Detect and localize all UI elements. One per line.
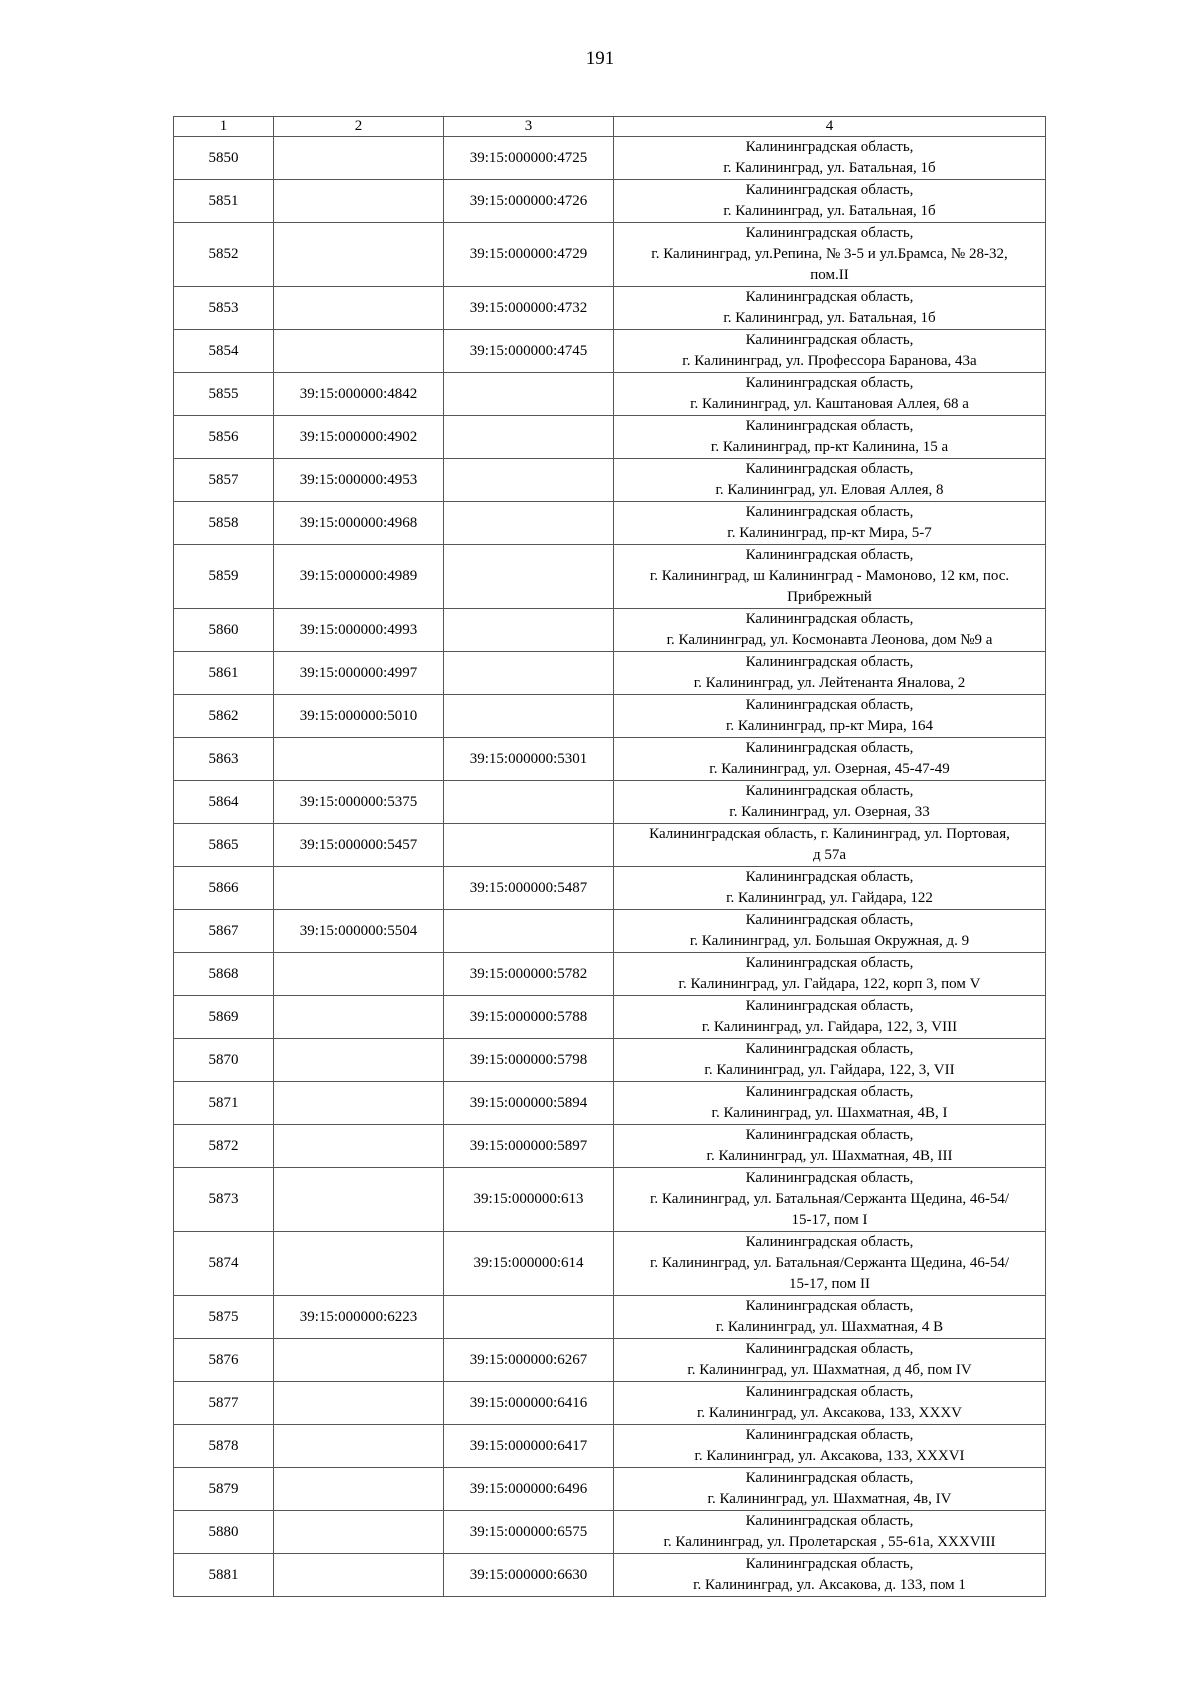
row-number-cell: 5874 bbox=[174, 1232, 274, 1296]
cadastral-number-cell-col2: 39:15:000000:4968 bbox=[274, 502, 444, 545]
cadastral-number-cell-col3 bbox=[444, 695, 614, 738]
cadastral-number-cell-col2: 39:15:000000:4993 bbox=[274, 609, 444, 652]
table-row bbox=[174, 330, 1046, 373]
address-cell: Калининградская область, г. Калининград, ул. Большая Окружная, д. 9 bbox=[614, 910, 1046, 953]
table-row bbox=[174, 502, 1046, 545]
address-cell: Калининградская область, г. Калининград, ул. Профессора Баранова, 43а bbox=[614, 330, 1046, 373]
table-row bbox=[174, 1382, 1046, 1425]
registry-table bbox=[173, 116, 1046, 1597]
address-cell: Калининградская область, г. Калининград, ул. Гайдара, 122, 3, VIII bbox=[614, 996, 1046, 1039]
table-row bbox=[174, 1554, 1046, 1597]
table-row bbox=[174, 1232, 1046, 1296]
address-cell: Калининградская область, г. Калининград, пр-кт Мира, 164 bbox=[614, 695, 1046, 738]
address-cell: Калининградская область, г. Калининград, ул. Шахматная, 4В, III bbox=[614, 1125, 1046, 1168]
address-cell: Калининградская область, г. Калининград, ул.Репина, № 3-5 и ул.Брамса, № 28-32, пом.II bbox=[614, 223, 1046, 287]
cadastral-number-cell-col3: 39:15:000000:5487 bbox=[444, 867, 614, 910]
table-body bbox=[174, 137, 1046, 1597]
row-number-cell: 5881 bbox=[174, 1554, 274, 1597]
cadastral-number-cell-col2: 39:15:000000:5010 bbox=[274, 695, 444, 738]
address-cell: Калининградская область, г. Калининград, ул. Гайдара, 122, корп 3, пом V bbox=[614, 953, 1046, 996]
row-number-cell: 5873 bbox=[174, 1168, 274, 1232]
row-number-cell: 5853 bbox=[174, 287, 274, 330]
cadastral-number-cell-col2 bbox=[274, 1339, 444, 1382]
cadastral-number-cell-col2: 39:15:000000:6223 bbox=[274, 1296, 444, 1339]
cadastral-number-cell-col2 bbox=[274, 180, 444, 223]
cadastral-number-cell-col3: 39:15:000000:6417 bbox=[444, 1425, 614, 1468]
address-cell: Калининградская область, г. Калининград, ул. Еловая Аллея, 8 bbox=[614, 459, 1046, 502]
row-number-cell: 5868 bbox=[174, 953, 274, 996]
address-cell: Калининградская область, г. Калининград, ул. Аксакова, 133, XXXVI bbox=[614, 1425, 1046, 1468]
table-row bbox=[174, 1039, 1046, 1082]
cadastral-number-cell-col2 bbox=[274, 1039, 444, 1082]
cadastral-number-cell-col3 bbox=[444, 652, 614, 695]
header-row bbox=[174, 117, 1046, 137]
cadastral-number-cell-col3: 39:15:000000:6496 bbox=[444, 1468, 614, 1511]
row-number-cell: 5855 bbox=[174, 373, 274, 416]
table-row bbox=[174, 652, 1046, 695]
table-row bbox=[174, 1125, 1046, 1168]
cadastral-number-cell-col2 bbox=[274, 953, 444, 996]
cadastral-number-cell-col2: 39:15:000000:4842 bbox=[274, 373, 444, 416]
cadastral-number-cell-col2 bbox=[274, 1554, 444, 1597]
row-number-cell: 5876 bbox=[174, 1339, 274, 1382]
cadastral-number-cell-col3 bbox=[444, 459, 614, 502]
row-number-cell: 5866 bbox=[174, 867, 274, 910]
cadastral-number-cell-col3: 39:15:000000:4725 bbox=[444, 137, 614, 180]
row-number-cell: 5859 bbox=[174, 545, 274, 609]
address-cell: Калининградская область, г. Калининград, ул. Батальная, 1б bbox=[614, 287, 1046, 330]
cadastral-number-cell-col2 bbox=[274, 330, 444, 373]
table-row bbox=[174, 373, 1046, 416]
cadastral-number-cell-col3 bbox=[444, 545, 614, 609]
header-cell-2: 2 bbox=[274, 117, 444, 137]
row-number-cell: 5875 bbox=[174, 1296, 274, 1339]
table-row bbox=[174, 416, 1046, 459]
row-number-cell: 5871 bbox=[174, 1082, 274, 1125]
cadastral-number-cell-col2 bbox=[274, 287, 444, 330]
address-cell: Калининградская область, г. Калининград, ул. Гайдара, 122 bbox=[614, 867, 1046, 910]
cadastral-number-cell-col2: 39:15:000000:4989 bbox=[274, 545, 444, 609]
cadastral-number-cell-col3: 39:15:000000:5788 bbox=[444, 996, 614, 1039]
cadastral-number-cell-col3: 39:15:000000:6575 bbox=[444, 1511, 614, 1554]
row-number-cell: 5858 bbox=[174, 502, 274, 545]
address-cell: Калининградская область, г. Калининград, ул. Озерная, 45-47-49 bbox=[614, 738, 1046, 781]
address-cell: Калининградская область, г. Калининград, ул. Батальная, 1б bbox=[614, 180, 1046, 223]
row-number-cell: 5877 bbox=[174, 1382, 274, 1425]
cadastral-number-cell-col2 bbox=[274, 223, 444, 287]
page-number: 191 bbox=[585, 48, 615, 69]
table-row bbox=[174, 1168, 1046, 1232]
table-row bbox=[174, 180, 1046, 223]
table-row bbox=[174, 287, 1046, 330]
row-number-cell: 5863 bbox=[174, 738, 274, 781]
cadastral-number-cell-col3: 39:15:000000:6630 bbox=[444, 1554, 614, 1597]
table-row bbox=[174, 695, 1046, 738]
address-cell: Калининградская область, г. Калининград, ул. Батальная/Сержанта Щедина, 46-54/ 15-17, пом II bbox=[614, 1232, 1046, 1296]
cadastral-number-cell-col3: 39:15:000000:6416 bbox=[444, 1382, 614, 1425]
row-number-cell: 5856 bbox=[174, 416, 274, 459]
address-cell: Калининградская область, г. Калининград, ш Калининград - Мамоново, 12 км, пос. Прибрежный bbox=[614, 545, 1046, 609]
cadastral-number-cell-col3: 39:15:000000:5782 bbox=[444, 953, 614, 996]
row-number-cell: 5878 bbox=[174, 1425, 274, 1468]
address-cell: Калининградская область, г. Калининград, ул. Портовая, д 57а bbox=[614, 824, 1046, 867]
table-row bbox=[174, 1511, 1046, 1554]
row-number-cell: 5862 bbox=[174, 695, 274, 738]
row-number-cell: 5872 bbox=[174, 1125, 274, 1168]
table-row bbox=[174, 223, 1046, 287]
header-cell-4: 4 bbox=[614, 117, 1046, 137]
table-row bbox=[174, 1425, 1046, 1468]
row-number-cell: 5870 bbox=[174, 1039, 274, 1082]
cadastral-number-cell-col2 bbox=[274, 1382, 444, 1425]
table-row bbox=[174, 824, 1046, 867]
cadastral-number-cell-col2 bbox=[274, 1425, 444, 1468]
cadastral-number-cell-col3: 39:15:000000:5894 bbox=[444, 1082, 614, 1125]
address-cell: Калининградская область, г. Калининград, пр-кт Мира, 5-7 bbox=[614, 502, 1046, 545]
address-cell: Калининградская область, г. Калининград, ул. Озерная, 33 bbox=[614, 781, 1046, 824]
table-row bbox=[174, 1339, 1046, 1382]
address-cell: Калининградская область, г. Калининград, ул. Батальная, 1б bbox=[614, 137, 1046, 180]
row-number-cell: 5865 bbox=[174, 824, 274, 867]
cadastral-number-cell-col3: 39:15:000000:4729 bbox=[444, 223, 614, 287]
cadastral-number-cell-col2 bbox=[274, 1511, 444, 1554]
cadastral-number-cell-col3: 39:15:000000:4726 bbox=[444, 180, 614, 223]
row-number-cell: 5850 bbox=[174, 137, 274, 180]
table-row bbox=[174, 1468, 1046, 1511]
table-row bbox=[174, 1082, 1046, 1125]
row-number-cell: 5861 bbox=[174, 652, 274, 695]
cadastral-number-cell-col3 bbox=[444, 824, 614, 867]
cadastral-number-cell-col3: 39:15:000000:4745 bbox=[444, 330, 614, 373]
cadastral-number-cell-col3: 39:15:000000:614 bbox=[444, 1232, 614, 1296]
header-cell-1: 1 bbox=[174, 117, 274, 137]
row-number-cell: 5857 bbox=[174, 459, 274, 502]
cadastral-number-cell-col3: 39:15:000000:5897 bbox=[444, 1125, 614, 1168]
address-cell: Калининградская область, г. Калининград, ул. Шахматная, 4В, I bbox=[614, 1082, 1046, 1125]
cadastral-number-cell-col3 bbox=[444, 910, 614, 953]
cadastral-number-cell-col3 bbox=[444, 373, 614, 416]
address-cell: Калининградская область, г. Калининград, ул. Каштановая Аллея, 68 а bbox=[614, 373, 1046, 416]
table-row bbox=[174, 137, 1046, 180]
cadastral-number-cell-col2 bbox=[274, 1082, 444, 1125]
cadastral-number-cell-col2 bbox=[274, 996, 444, 1039]
cadastral-number-cell-col2 bbox=[274, 1468, 444, 1511]
table-row bbox=[174, 867, 1046, 910]
address-cell: Калининградская область, г. Калининград, пр-кт Калинина, 15 а bbox=[614, 416, 1046, 459]
row-number-cell: 5852 bbox=[174, 223, 274, 287]
cadastral-number-cell-col3 bbox=[444, 1296, 614, 1339]
cadastral-number-cell-col2 bbox=[274, 137, 444, 180]
cadastral-number-cell-col2 bbox=[274, 1168, 444, 1232]
row-number-cell: 5879 bbox=[174, 1468, 274, 1511]
cadastral-number-cell-col2: 39:15:000000:5457 bbox=[274, 824, 444, 867]
table-row bbox=[174, 996, 1046, 1039]
cadastral-number-cell-col3 bbox=[444, 416, 614, 459]
cadastral-number-cell-col2: 39:15:000000:5504 bbox=[274, 910, 444, 953]
row-number-cell: 5864 bbox=[174, 781, 274, 824]
address-cell: Калининградская область, г. Калининград, ул. Космонавта Леонова, дом №9 а bbox=[614, 609, 1046, 652]
cadastral-number-cell-col2 bbox=[274, 1125, 444, 1168]
row-number-cell: 5860 bbox=[174, 609, 274, 652]
row-number-cell: 5854 bbox=[174, 330, 274, 373]
cadastral-number-cell-col3 bbox=[444, 609, 614, 652]
cadastral-number-cell-col2: 39:15:000000:4953 bbox=[274, 459, 444, 502]
table-row bbox=[174, 953, 1046, 996]
row-number-cell: 5869 bbox=[174, 996, 274, 1039]
address-cell: Калининградская область, г. Калининград, ул. Гайдара, 122, 3, VII bbox=[614, 1039, 1046, 1082]
address-cell: Калининградская область, г. Калининград, ул. Шахматная, 4в, IV bbox=[614, 1468, 1046, 1511]
address-cell: Калининградская область, г. Калининград, ул. Шахматная, 4 В bbox=[614, 1296, 1046, 1339]
address-cell: Калининградская область, г. Калининград, ул. Аксакова, 133, XXXV bbox=[614, 1382, 1046, 1425]
table-row bbox=[174, 545, 1046, 609]
cadastral-number-cell-col3 bbox=[444, 502, 614, 545]
address-cell: Калининградская область, г. Калининград, ул. Шахматная, д 4б, пом IV bbox=[614, 1339, 1046, 1382]
cadastral-number-cell-col2: 39:15:000000:4902 bbox=[274, 416, 444, 459]
cadastral-number-cell-col2 bbox=[274, 1232, 444, 1296]
cadastral-number-cell-col2 bbox=[274, 738, 444, 781]
cadastral-number-cell-col2: 39:15:000000:4997 bbox=[274, 652, 444, 695]
table-row bbox=[174, 459, 1046, 502]
cadastral-number-cell-col3 bbox=[444, 781, 614, 824]
table-row bbox=[174, 781, 1046, 824]
row-number-cell: 5867 bbox=[174, 910, 274, 953]
header-cell-3: 3 bbox=[444, 117, 614, 137]
table-row bbox=[174, 738, 1046, 781]
table-row bbox=[174, 910, 1046, 953]
table-row bbox=[174, 609, 1046, 652]
cadastral-number-cell-col3: 39:15:000000:613 bbox=[444, 1168, 614, 1232]
address-cell: Калининградская область, г. Калининград, ул. Пролетарская , 55-61а, XXXVIII bbox=[614, 1511, 1046, 1554]
cadastral-number-cell-col3: 39:15:000000:6267 bbox=[444, 1339, 614, 1382]
address-cell: Калининградская область, г. Калининград, ул. Аксакова, д. 133, пом 1 bbox=[614, 1554, 1046, 1597]
row-number-cell: 5851 bbox=[174, 180, 274, 223]
cadastral-number-cell-col3: 39:15:000000:5798 bbox=[444, 1039, 614, 1082]
cadastral-number-cell-col3: 39:15:000000:4732 bbox=[444, 287, 614, 330]
cadastral-number-cell-col2: 39:15:000000:5375 bbox=[274, 781, 444, 824]
cadastral-number-cell-col3: 39:15:000000:5301 bbox=[444, 738, 614, 781]
cadastral-number-cell-col2 bbox=[274, 867, 444, 910]
address-cell: Калининградская область, г. Калининград, ул. Батальная/Сержанта Щедина, 46-54/ 15-17, пом I bbox=[614, 1168, 1046, 1232]
table-row bbox=[174, 1296, 1046, 1339]
address-cell: Калининградская область, г. Калининград, ул. Лейтенанта Яналова, 2 bbox=[614, 652, 1046, 695]
row-number-cell: 5880 bbox=[174, 1511, 274, 1554]
